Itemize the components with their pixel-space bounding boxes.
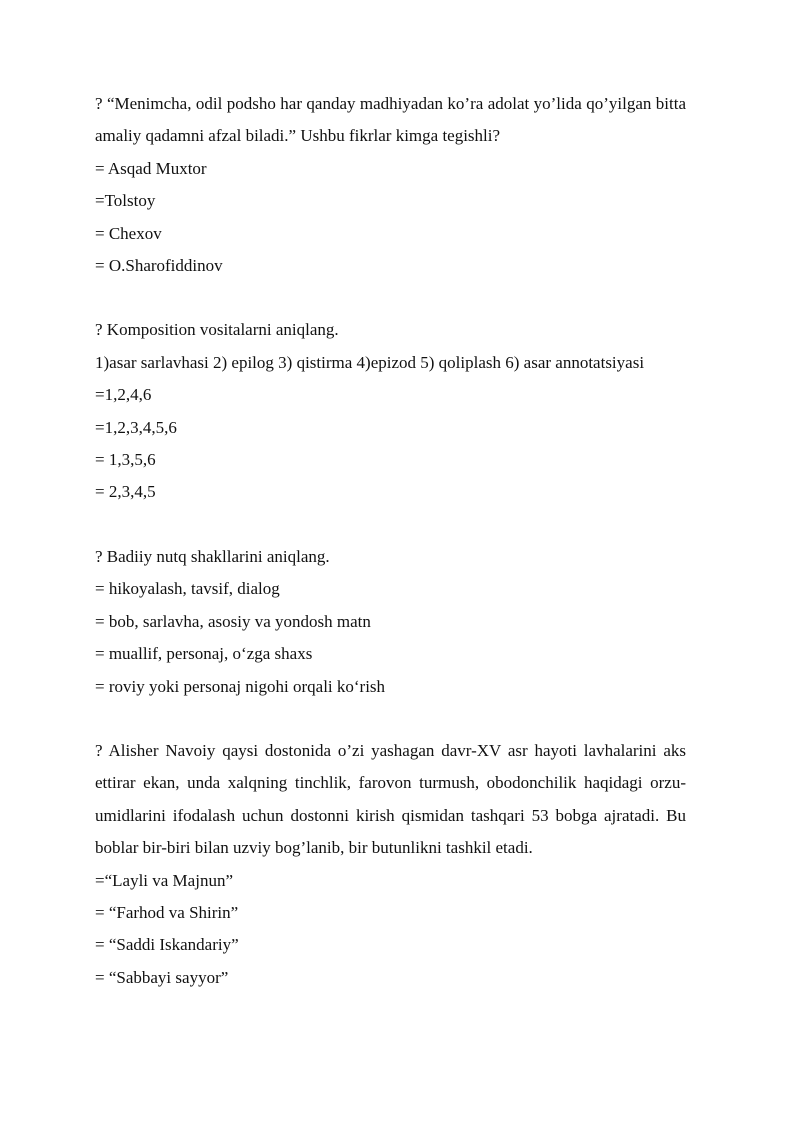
answer-option: = muallif, personaj, o‘zga shaxs xyxy=(95,644,313,664)
answer-option: = O.Sharofiddinov xyxy=(95,256,223,276)
answer-option: = “Saddi Iskandariy” xyxy=(95,935,239,955)
answer-option: = 1,3,5,6 xyxy=(95,450,156,470)
document-page xyxy=(95,88,691,1026)
answer-option: = Chexov xyxy=(95,223,162,243)
answer-option: =1,2,3,4,5,6 xyxy=(95,417,177,437)
question-block-4 xyxy=(95,735,691,994)
answer-option: =“Layli va Majnun” xyxy=(95,870,233,890)
answer-option: = “Farhod va Shirin” xyxy=(95,902,239,922)
answer-option: = bob, sarlavha, asosiy va yondosh matn xyxy=(95,611,371,631)
answer-option: =1,2,4,6 xyxy=(95,385,152,405)
question-block-2 xyxy=(95,314,686,508)
answer-option: = roviy yoki personaj nigohi orqali ko‘rish xyxy=(95,676,386,696)
answer-option: = “Sabbayi sayyor” xyxy=(95,967,229,987)
question-block-1 xyxy=(95,88,691,282)
answer-option: = Asqad Muxtor xyxy=(95,158,207,178)
question-text: ? Alisher Navoiy qaysi dostonida o’zi yashagan davr-XV asr hayoti lavhalarini aks ettirar ekan, unda xalqning tinchlik, farovon turmush, obodonchilik haqidagi orzu-umidlarini ifodalash uchun dostonni kirish qismidan tashqari 53 bobga ajratadi. Bu boblar bir-biri bilan uzviy bog’lanib, bir butunlikni tashkil etadi. xyxy=(95,740,691,858)
answer-option: =Tolstoy xyxy=(95,191,156,211)
question-block-3 xyxy=(95,541,686,703)
question-text: ? “Menimcha, odil podsho har qanday madhiyadan ko’ra adolat yo’lida qo’yilgan bitta amaliy qadamni afzal biladi.” Ushbu fikrlar kimga tegishli? xyxy=(95,94,691,146)
answer-option: = 2,3,4,5 xyxy=(95,482,156,502)
question-subtext: 1)asar sarlavhasi 2) epilog 3) qistirma 4)epizod 5) qoliplash 6) asar annotatsiyasi xyxy=(95,352,645,372)
question-text: ? Komposition vositalarni aniqlang. xyxy=(95,320,339,340)
answer-option: = hikoyalash, tavsif, dialog xyxy=(95,579,280,599)
question-text: ? Badiiy nutq shakllarini aniqlang. xyxy=(95,546,330,566)
